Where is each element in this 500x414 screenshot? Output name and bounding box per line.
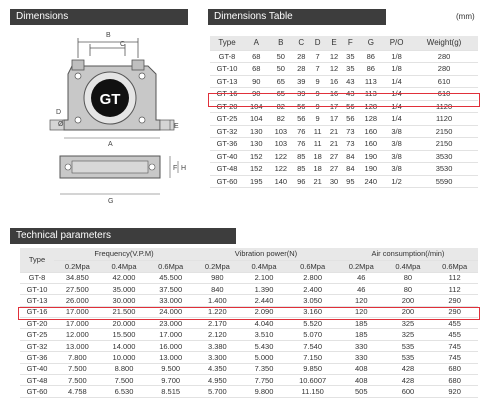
tech-value-cell: 9.500 — [147, 363, 194, 374]
dim-value-cell: 35 — [342, 50, 358, 63]
dim-label-l: Ø — [58, 121, 64, 128]
technical-table — [20, 248, 478, 398]
tech-value-cell: 17.000 — [54, 318, 101, 329]
vibrator-drawing — [20, 28, 200, 218]
tech-table-row — [20, 283, 478, 294]
pressure-header-cell: 0.4Mpa — [241, 260, 288, 272]
dim-value-cell: 104 — [244, 113, 269, 126]
dim-value-cell: 28 — [293, 63, 309, 76]
tech-value-cell: 4.350 — [194, 363, 241, 374]
dim-value-cell: 16 — [326, 75, 342, 88]
tech-table-row — [20, 295, 478, 306]
dim-label-c: C — [120, 41, 126, 48]
tech-value-cell: 428 — [385, 363, 432, 374]
tech-value-cell: 290 — [431, 306, 478, 317]
tech-value-cell: 2.100 — [241, 272, 288, 283]
dim-value-cell: 86 — [359, 50, 384, 63]
pressure-header-cell: 0.6Mpa — [287, 260, 338, 272]
dim-value-cell: 85 — [293, 150, 309, 163]
dim-value-cell: 130 — [244, 125, 269, 138]
dim-value-cell: 5590 — [410, 175, 478, 188]
tech-type-cell: GT-40 — [20, 363, 54, 374]
dim-value-cell: 84 — [342, 150, 358, 163]
dimensions-table-section-header: Dimensions Table — [208, 9, 386, 25]
dim-value-cell: 3530 — [410, 150, 478, 163]
tech-value-cell: 6.530 — [101, 386, 148, 397]
tech-value-cell: 7.500 — [54, 363, 101, 374]
dim-value-cell: 9 — [309, 113, 325, 126]
dim-value-cell: 280 — [410, 63, 478, 76]
dim-value-cell: 152 — [244, 150, 269, 163]
pressure-header-cell: 0.6Mpa — [431, 260, 478, 272]
dim-value-cell: 1/4 — [383, 88, 410, 101]
tech-value-cell: 330 — [338, 352, 385, 363]
dim-value-cell: 128 — [359, 113, 384, 126]
dim-label-g: G — [108, 198, 114, 205]
dim-value-cell: 11 — [309, 138, 325, 151]
tech-value-cell: 5.700 — [194, 386, 241, 397]
dim-type-cell: GT-25 — [210, 113, 244, 126]
dim-value-cell: 39 — [293, 88, 309, 101]
dim-value-cell: 113 — [359, 75, 384, 88]
tech-value-cell: 10.000 — [101, 352, 148, 363]
tech-value-cell: 455 — [431, 329, 478, 340]
dim-value-cell: 65 — [269, 75, 294, 88]
tech-type-cell: GT-10 — [20, 283, 54, 294]
dim-type-cell: GT-20 — [210, 100, 244, 113]
dim-value-cell: 68 — [244, 63, 269, 76]
tech-value-cell: 920 — [431, 386, 478, 397]
tech-value-cell: 325 — [385, 318, 432, 329]
technical-table-pressure-header — [20, 260, 478, 272]
tech-value-cell: 17.000 — [147, 329, 194, 340]
dim-value-cell: 50 — [269, 50, 294, 63]
technical-table-group-header — [20, 248, 478, 260]
tech-value-cell: 2.800 — [287, 272, 338, 283]
dim-value-cell: 21 — [326, 125, 342, 138]
dim-table-row — [210, 113, 478, 126]
tech-value-cell: 35.000 — [101, 283, 148, 294]
tech-value-cell: 9.700 — [147, 375, 194, 386]
tech-value-cell: 745 — [431, 352, 478, 363]
dim-value-cell: 27 — [326, 163, 342, 176]
dimensions-section-header: Dimensions — [10, 9, 188, 25]
dim-table-row — [210, 138, 478, 151]
tech-value-cell: 325 — [385, 329, 432, 340]
dim-value-cell: 56 — [342, 100, 358, 113]
tech-value-cell: 7.540 — [287, 340, 338, 351]
dim-value-cell: 3/8 — [383, 138, 410, 151]
dim-value-cell: 96 — [293, 175, 309, 188]
dim-header-cell: P/O — [383, 36, 410, 50]
dim-value-cell: 103 — [269, 125, 294, 138]
tech-value-cell: 185 — [338, 318, 385, 329]
dim-value-cell: 90 — [244, 75, 269, 88]
tech-value-cell: 14.000 — [101, 340, 148, 351]
dim-value-cell: 3/8 — [383, 125, 410, 138]
dim-value-cell: 76 — [293, 125, 309, 138]
dim-value-cell: 18 — [309, 150, 325, 163]
dim-value-cell: 30 — [326, 175, 342, 188]
tech-type-cell: GT-32 — [20, 340, 54, 351]
tech-value-cell: 120 — [338, 295, 385, 306]
tech-value-cell: 8.515 — [147, 386, 194, 397]
tech-value-cell: 13.000 — [147, 352, 194, 363]
dim-value-cell: 1/4 — [383, 75, 410, 88]
dim-value-cell: 76 — [293, 138, 309, 151]
dim-type-cell: GT-13 — [210, 75, 244, 88]
tech-value-cell: 408 — [338, 363, 385, 374]
tech-type-header: Type — [20, 248, 54, 272]
dim-value-cell: 610 — [410, 75, 478, 88]
tech-value-cell: 1.400 — [194, 295, 241, 306]
dim-value-cell: 39 — [293, 75, 309, 88]
dim-value-cell: 2150 — [410, 138, 478, 151]
dim-header-cell: E — [326, 36, 342, 50]
dim-header-cell: Type — [210, 36, 244, 50]
tech-value-cell: 112 — [431, 272, 478, 283]
tech-value-cell: 428 — [385, 375, 432, 386]
dim-label-h: H — [181, 165, 187, 172]
dim-label-e: E — [174, 123, 179, 130]
tech-value-cell: 7.500 — [101, 375, 148, 386]
pressure-header-cell: 0.2Mpa — [54, 260, 101, 272]
dim-header-cell: C — [293, 36, 309, 50]
dim-value-cell: 21 — [309, 175, 325, 188]
dim-value-cell: 1/8 — [383, 50, 410, 63]
tech-value-cell: 4.950 — [194, 375, 241, 386]
tech-table-row — [20, 340, 478, 351]
dim-value-cell: 12 — [326, 63, 342, 76]
dim-table-row — [210, 163, 478, 176]
tech-value-cell: 33.000 — [147, 295, 194, 306]
pressure-header-cell: 0.4Mpa — [385, 260, 432, 272]
dim-table-row — [210, 88, 478, 101]
dim-value-cell: 43 — [342, 75, 358, 88]
pressure-header-cell: 0.2Mpa — [338, 260, 385, 272]
tech-value-cell: 16.000 — [147, 340, 194, 351]
dim-value-cell: 104 — [244, 100, 269, 113]
dim-value-cell: 7 — [309, 63, 325, 76]
air-consumption-header: Air consumption(/min) — [338, 248, 478, 260]
tech-value-cell: 5.430 — [241, 340, 288, 351]
tech-value-cell: 1.220 — [194, 306, 241, 317]
tech-value-cell: 9.850 — [287, 363, 338, 374]
vibration-power-header: Vibration power(N) — [194, 248, 338, 260]
dim-header-cell: D — [309, 36, 325, 50]
dim-header-cell: A — [244, 36, 269, 50]
dim-type-cell: GT-60 — [210, 175, 244, 188]
tech-type-cell: GT-20 — [20, 318, 54, 329]
technical-section-header: Technical parameters — [10, 228, 236, 244]
tech-value-cell: 3.510 — [241, 329, 288, 340]
tech-value-cell: 80 — [385, 283, 432, 294]
tech-value-cell: 745 — [431, 340, 478, 351]
dim-type-cell: GT-16 — [210, 88, 244, 101]
dim-value-cell: 1120 — [410, 113, 478, 126]
tech-value-cell: 37.500 — [147, 283, 194, 294]
dim-value-cell: 1/8 — [383, 63, 410, 76]
tech-type-cell: GT-60 — [20, 386, 54, 397]
dim-value-cell: 122 — [269, 150, 294, 163]
dim-table-row — [210, 75, 478, 88]
dim-label-b: B — [106, 32, 111, 39]
tech-value-cell: 1.390 — [241, 283, 288, 294]
tech-value-cell: 23.000 — [147, 318, 194, 329]
tech-value-cell: 2.170 — [194, 318, 241, 329]
tech-table-row — [20, 363, 478, 374]
tech-table-row — [20, 329, 478, 340]
tech-value-cell: 680 — [431, 375, 478, 386]
dim-value-cell: 56 — [293, 113, 309, 126]
dim-value-cell: 152 — [244, 163, 269, 176]
tech-value-cell: 20.000 — [101, 318, 148, 329]
tech-value-cell: 17.000 — [54, 306, 101, 317]
dim-value-cell: 103 — [269, 138, 294, 151]
dim-value-cell: 3530 — [410, 163, 478, 176]
tech-value-cell: 7.350 — [241, 363, 288, 374]
dim-value-cell: 9 — [309, 75, 325, 88]
tech-value-cell: 27.500 — [54, 283, 101, 294]
dim-header-cell: Weight(g) — [410, 36, 478, 50]
dimensions-table-header — [210, 36, 478, 50]
dim-header-cell: B — [269, 36, 294, 50]
tech-type-cell: GT-48 — [20, 375, 54, 386]
dim-value-cell: 27 — [326, 150, 342, 163]
tech-value-cell: 45.500 — [147, 272, 194, 283]
dim-value-cell: 2150 — [410, 125, 478, 138]
tech-value-cell: 3.050 — [287, 295, 338, 306]
dim-type-cell: GT-10 — [210, 63, 244, 76]
dim-value-cell: 7 — [309, 50, 325, 63]
tech-value-cell: 4.040 — [241, 318, 288, 329]
tech-value-cell: 24.000 — [147, 306, 194, 317]
tech-type-cell: GT-25 — [20, 329, 54, 340]
tech-value-cell: 120 — [338, 306, 385, 317]
dim-table-row — [210, 63, 478, 76]
tech-value-cell: 980 — [194, 272, 241, 283]
tech-value-cell: 7.500 — [54, 375, 101, 386]
dim-value-cell: 12 — [326, 50, 342, 63]
tech-value-cell: 408 — [338, 375, 385, 386]
dim-value-cell: 160 — [359, 125, 384, 138]
tech-value-cell: 840 — [194, 283, 241, 294]
gt-logo-text: GT — [99, 91, 121, 108]
dim-table-row — [210, 125, 478, 138]
dim-value-cell: 190 — [359, 163, 384, 176]
tech-table-row — [20, 375, 478, 386]
tech-value-cell: 30.000 — [101, 295, 148, 306]
pressure-header-cell: 0.2Mpa — [194, 260, 241, 272]
dim-value-cell: 17 — [326, 100, 342, 113]
tech-value-cell: 7.150 — [287, 352, 338, 363]
dim-value-cell: 9 — [309, 88, 325, 101]
dim-value-cell: 73 — [342, 138, 358, 151]
tech-value-cell: 535 — [385, 352, 432, 363]
dim-value-cell: 28 — [293, 50, 309, 63]
dim-table-row — [210, 100, 478, 113]
dim-value-cell: 190 — [359, 150, 384, 163]
dim-type-cell: GT-48 — [210, 163, 244, 176]
tech-value-cell: 2.440 — [241, 295, 288, 306]
tech-value-cell: 330 — [338, 340, 385, 351]
tech-value-cell: 290 — [431, 295, 478, 306]
tech-value-cell: 15.500 — [101, 329, 148, 340]
dim-value-cell: 50 — [269, 63, 294, 76]
dim-value-cell: 17 — [326, 113, 342, 126]
dim-value-cell: 3/8 — [383, 150, 410, 163]
tech-value-cell: 5.070 — [287, 329, 338, 340]
dim-value-cell: 1/2 — [383, 175, 410, 188]
tech-table-row — [20, 352, 478, 363]
dim-value-cell: 1/4 — [383, 100, 410, 113]
dim-value-cell: 1120 — [410, 100, 478, 113]
dim-table-row — [210, 175, 478, 188]
tech-value-cell: 11.150 — [287, 386, 338, 397]
dim-value-cell: 610 — [410, 88, 478, 101]
tech-value-cell: 8.800 — [101, 363, 148, 374]
tech-value-cell: 185 — [338, 329, 385, 340]
tech-value-cell: 505 — [338, 386, 385, 397]
dim-value-cell: 130 — [244, 138, 269, 151]
dim-value-cell: 85 — [293, 163, 309, 176]
dim-type-cell: GT-36 — [210, 138, 244, 151]
tech-type-cell: GT-13 — [20, 295, 54, 306]
dim-header-cell: F — [342, 36, 358, 50]
tech-table-row — [20, 386, 478, 397]
dim-header-cell: G — [359, 36, 384, 50]
tech-value-cell: 2.400 — [287, 283, 338, 294]
dim-value-cell: 280 — [410, 50, 478, 63]
tech-table-row — [20, 272, 478, 283]
dim-value-cell: 82 — [269, 113, 294, 126]
tech-value-cell: 3.160 — [287, 306, 338, 317]
tech-type-cell: GT-36 — [20, 352, 54, 363]
dim-value-cell: 18 — [309, 163, 325, 176]
dim-value-cell: 11 — [309, 125, 325, 138]
tech-value-cell: 80 — [385, 272, 432, 283]
tech-value-cell: 5.000 — [241, 352, 288, 363]
dim-value-cell: 43 — [342, 88, 358, 101]
dim-label-a: A — [108, 141, 113, 148]
tech-value-cell: 7.750 — [241, 375, 288, 386]
dim-value-cell: 3/8 — [383, 163, 410, 176]
tech-value-cell: 455 — [431, 318, 478, 329]
tech-value-cell: 2.090 — [241, 306, 288, 317]
dim-value-cell: 90 — [244, 88, 269, 101]
dim-value-cell: 68 — [244, 50, 269, 63]
dim-value-cell: 35 — [342, 63, 358, 76]
dim-value-cell: 21 — [326, 138, 342, 151]
dim-value-cell: 1/4 — [383, 113, 410, 126]
dim-value-cell: 82 — [269, 100, 294, 113]
tech-value-cell: 7.800 — [54, 352, 101, 363]
dim-value-cell: 84 — [342, 163, 358, 176]
dim-value-cell: 240 — [359, 175, 384, 188]
tech-value-cell: 5.520 — [287, 318, 338, 329]
pressure-header-cell: 0.6Mpa — [147, 260, 194, 272]
tech-table-row — [20, 306, 478, 317]
dim-type-cell: GT-32 — [210, 125, 244, 138]
dim-label-f: F — [173, 165, 178, 172]
pressure-header-cell: 0.4Mpa — [101, 260, 148, 272]
tech-value-cell: 34.850 — [54, 272, 101, 283]
tech-value-cell: 9.800 — [241, 386, 288, 397]
tech-value-cell: 200 — [385, 306, 432, 317]
dimensions-table — [210, 36, 478, 188]
tech-value-cell: 2.120 — [194, 329, 241, 340]
dim-value-cell: 9 — [309, 100, 325, 113]
dim-value-cell: 56 — [342, 113, 358, 126]
dim-label-d: D — [56, 109, 62, 116]
tech-value-cell: 26.000 — [54, 295, 101, 306]
dim-value-cell: 95 — [342, 175, 358, 188]
tech-value-cell: 3.380 — [194, 340, 241, 351]
tech-value-cell: 4.758 — [54, 386, 101, 397]
dim-value-cell: 113 — [359, 88, 384, 101]
dim-type-cell: GT-8 — [210, 50, 244, 63]
dim-value-cell: 160 — [359, 138, 384, 151]
tech-value-cell: 680 — [431, 363, 478, 374]
tech-value-cell: 600 — [385, 386, 432, 397]
frequency-header: Frequency(V.P.M) — [54, 248, 194, 260]
tech-value-cell: 12.000 — [54, 329, 101, 340]
dim-value-cell: 65 — [269, 88, 294, 101]
tech-value-cell: 3.300 — [194, 352, 241, 363]
dim-value-cell: 86 — [359, 63, 384, 76]
dim-value-cell: 128 — [359, 100, 384, 113]
dim-type-cell: GT-40 — [210, 150, 244, 163]
tech-table-row — [20, 318, 478, 329]
dimensions-unit-label: (mm) — [456, 12, 475, 21]
tech-type-cell: GT-16 — [20, 306, 54, 317]
tech-value-cell: 10.6007 — [287, 375, 338, 386]
dim-table-row — [210, 150, 478, 163]
tech-value-cell: 46 — [338, 272, 385, 283]
tech-value-cell: 13.000 — [54, 340, 101, 351]
dim-value-cell: 16 — [326, 88, 342, 101]
dim-table-row — [210, 50, 478, 63]
tech-type-cell: GT-8 — [20, 272, 54, 283]
dim-value-cell: 73 — [342, 125, 358, 138]
tech-value-cell: 535 — [385, 340, 432, 351]
dim-value-cell: 140 — [269, 175, 294, 188]
tech-value-cell: 46 — [338, 283, 385, 294]
dim-value-cell: 122 — [269, 163, 294, 176]
tech-value-cell: 200 — [385, 295, 432, 306]
tech-value-cell: 112 — [431, 283, 478, 294]
tech-value-cell: 21.500 — [101, 306, 148, 317]
tech-value-cell: 42.000 — [101, 272, 148, 283]
dim-value-cell: 195 — [244, 175, 269, 188]
dim-value-cell: 56 — [293, 100, 309, 113]
